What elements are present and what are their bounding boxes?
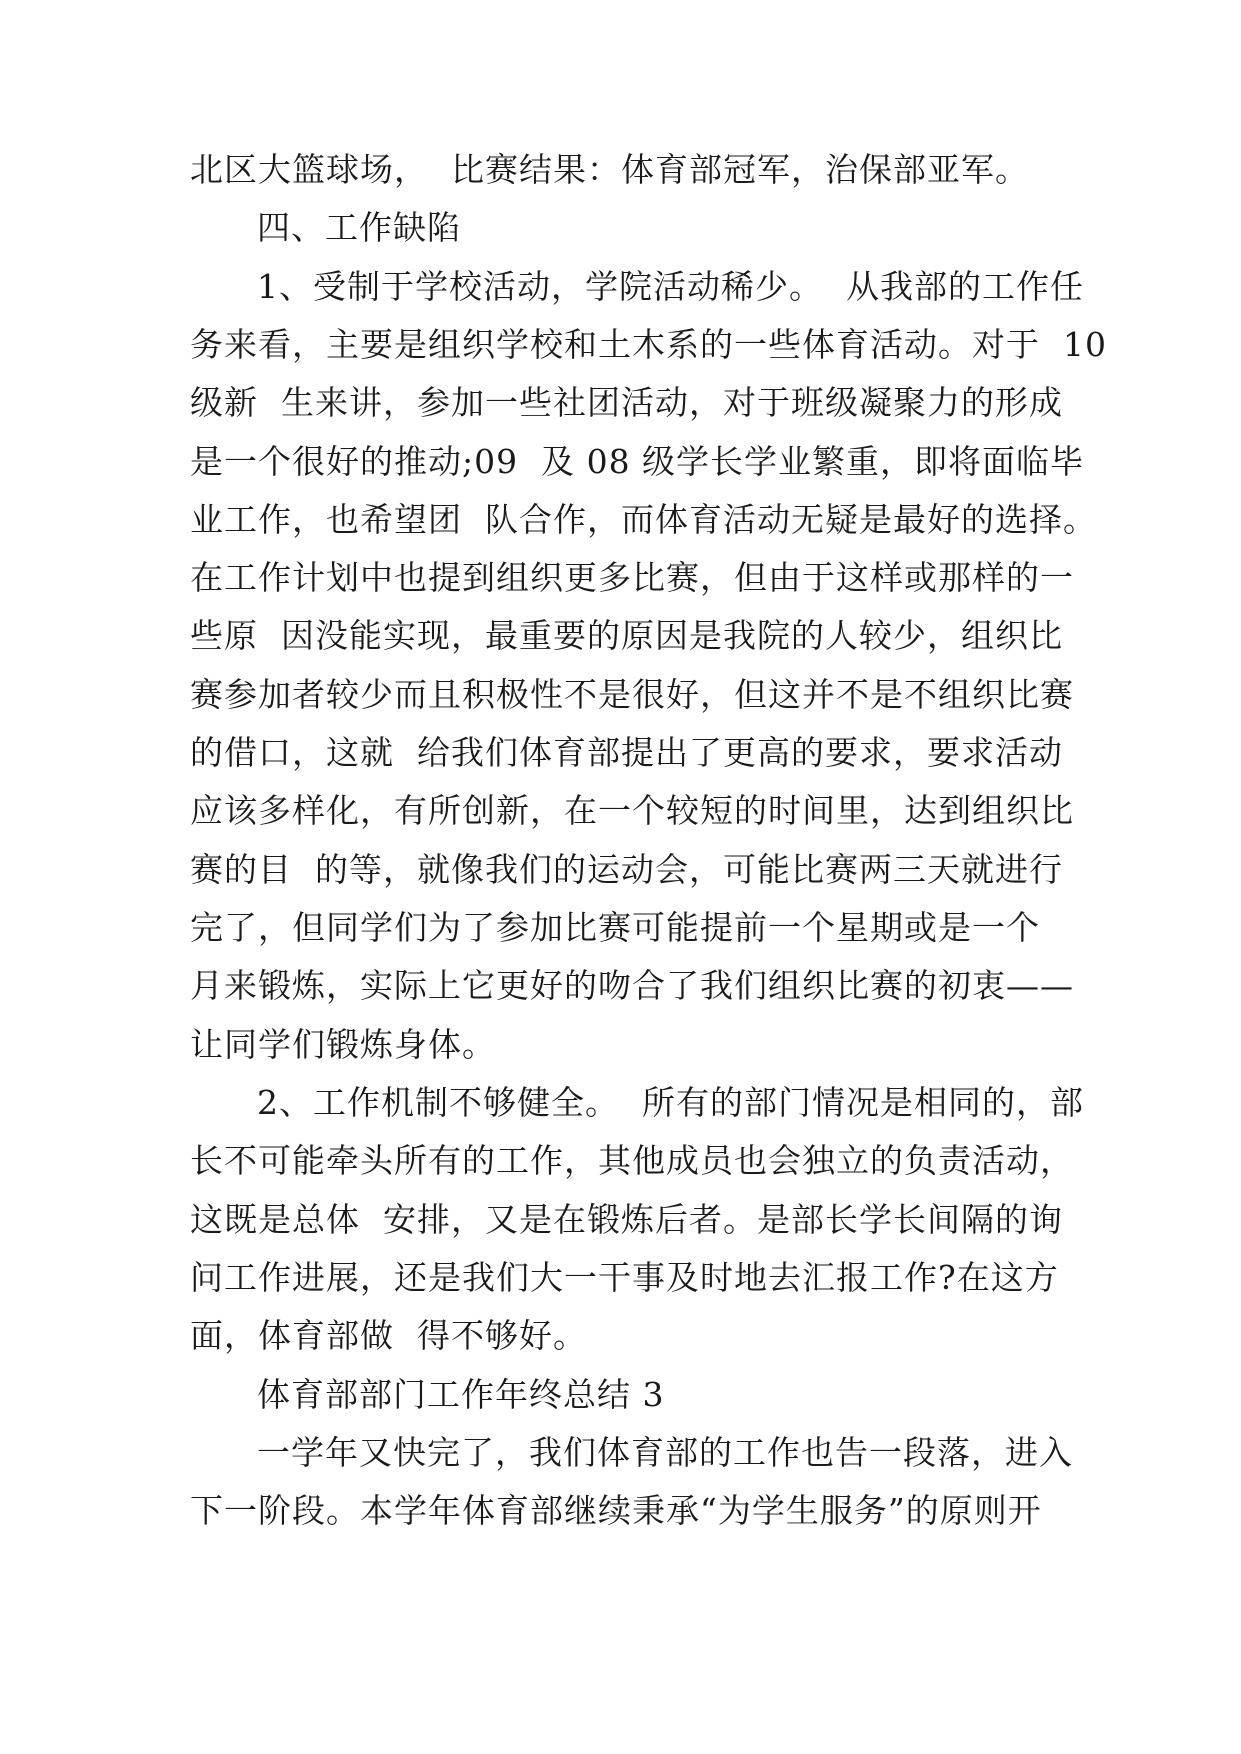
section-heading: 四、工作缺陷 bbox=[257, 208, 461, 247]
text-line: 一学年又快完了，我们体育部的工作也告一段落，进入 bbox=[257, 1433, 1073, 1472]
text-line: 务来看，主要是组织学校和土木系的一些体育活动。对于 10 bbox=[190, 325, 1107, 364]
text-line: 下一阶段。本学年体育部继续秉承“为学生服务”的原则开 bbox=[190, 1491, 1042, 1530]
text-line: 的借口，这就 给我们体育部提出了更高的要求，要求活动 bbox=[190, 733, 1063, 772]
text-line: 这既是总体 安排，又是在锻炼后者。是部长学长间隔的询 bbox=[190, 1200, 1063, 1239]
text-line: 1、受制于学校活动，学院活动稀少。 从我部的工作任 bbox=[257, 267, 1084, 306]
text-line: 让同学们锻炼身体。 bbox=[190, 1025, 496, 1064]
text-line: 级新 生来讲，参加一些社团活动，对于班级凝聚力的形成 bbox=[190, 383, 1063, 422]
text-line: 赛的目 的等，就像我们的运动会，可能比赛两三天就进行 bbox=[190, 850, 1063, 889]
section-title: 体育部部门工作年终总结 3 bbox=[257, 1375, 665, 1414]
text-line: 完了，但同学们为了参加比赛可能提前一个星期或是一个 bbox=[190, 908, 1040, 947]
text-line: 问工作进展，还是我们大一干事及时地去汇报工作?在这方 bbox=[190, 1258, 1059, 1297]
text-line: 是一个很好的推动;09 及 08 级学长学业繁重，即将面临毕 bbox=[190, 442, 1085, 481]
text-line: 月来锻炼，实际上它更好的吻合了我们组织比赛的初衷—— bbox=[190, 966, 1074, 1005]
text-line: 长不可能牵头所有的工作，其他成员也会独立的负责活动， bbox=[190, 1141, 1074, 1180]
text-line: 在工作计划中也提到组织更多比赛，但由于这样或那样的一 bbox=[190, 558, 1074, 597]
text-line: 赛参加者较少而且积极性不是很好，但这并不是不组织比赛 bbox=[190, 675, 1074, 714]
text-line: 应该多样化，有所创新，在一个较短的时间里，达到组织比 bbox=[190, 791, 1074, 830]
text-line: 北区大篮球场， 比赛结果：体育部冠军，治保部亚军。 bbox=[190, 150, 1029, 189]
text-line: 些原 因没能实现，最重要的原因是我院的人较少，组织比 bbox=[190, 616, 1063, 655]
text-line: 面，体育部做 得不够好。 bbox=[190, 1316, 587, 1355]
text-line: 2、工作机制不够健全。 所有的部门情况是相同的，部 bbox=[257, 1083, 1084, 1122]
text-line: 业工作，也希望团 队合作，而体育活动无疑是最好的选择。 bbox=[190, 500, 1097, 539]
